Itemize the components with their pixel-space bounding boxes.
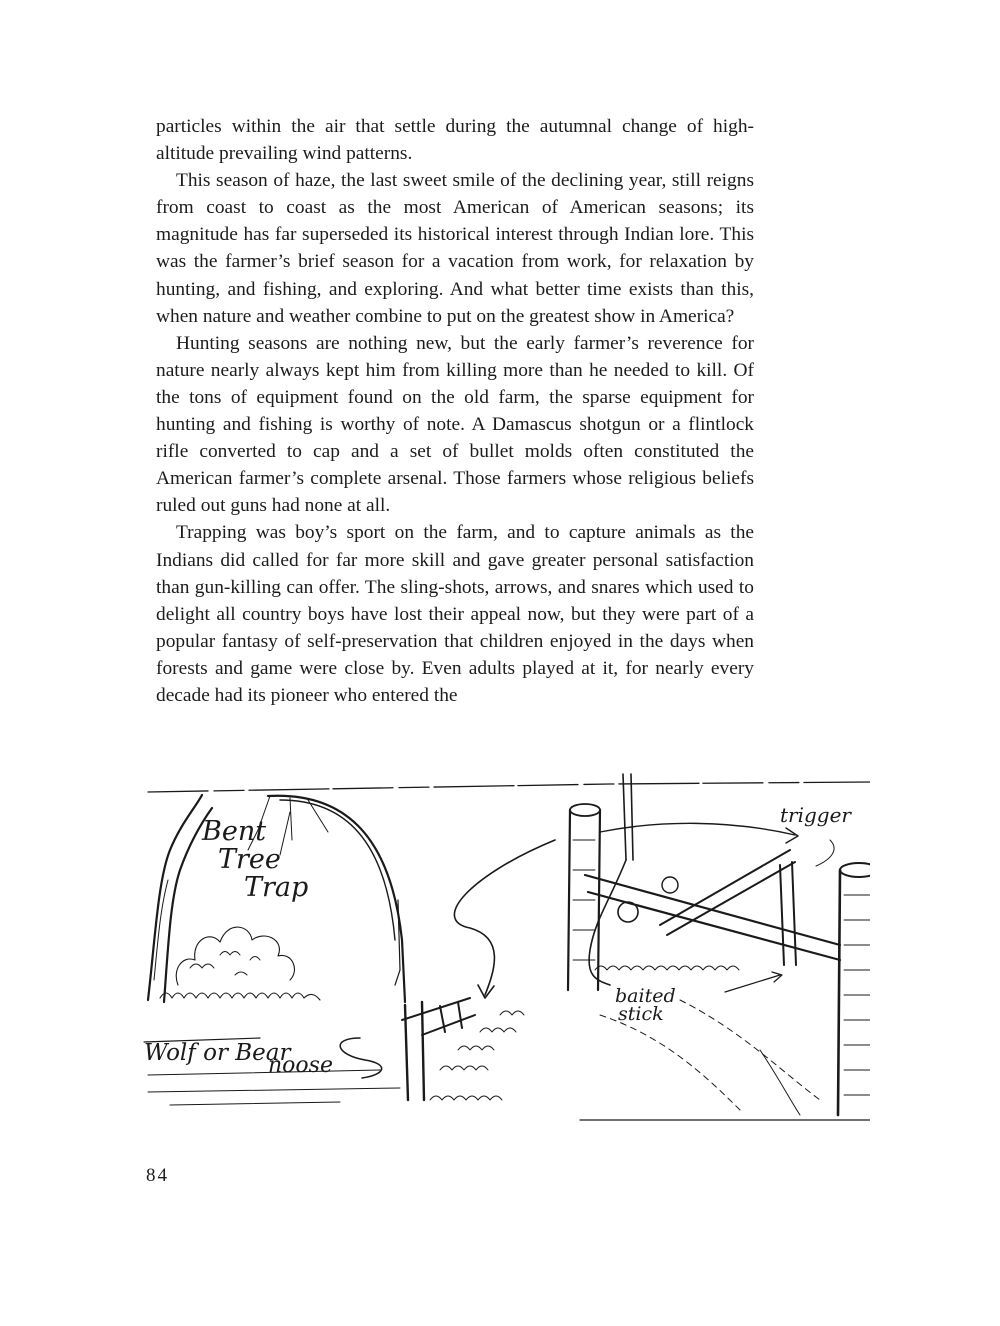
paragraph-4: Trapping was boy’s sport on the farm, and to capture animals as the Indians did called for far more skill and gave greater personal satisfaction than gun-killing can offer. The sling-shots, arrows, and snares which used to delight all country boys have lost their appeal now, but they were part of a popular fantasy of self-preservation that children enjoyed in the days when forests and game were close by. Even adults played at it, for nearly every decade had its pioneer who entered the <box>156 522 754 706</box>
bent-tree-trap-label-line-1: Bent <box>202 816 267 847</box>
wolf-or-bear-label: Wolf or Bear <box>144 1040 291 1066</box>
trigger-trap-scene <box>568 774 870 1120</box>
page-number: 84 <box>146 1165 169 1186</box>
noose-label: noose <box>268 1053 333 1078</box>
bent-tree-trap-label-line-3: Trap <box>244 872 309 903</box>
bent-tree-trap-scene <box>148 795 405 1002</box>
wolf-bear-noose-scene <box>144 840 555 1105</box>
body-text <box>156 113 754 709</box>
paragraph-1: particles within the air that settle during the autumnal change of high-altitude prevailing wind patterns. <box>156 116 754 165</box>
paragraph-3: Hunting seasons are nothing new, but the early farmer’s reverence for nature nearly always kept him from killing more than he needed to kill. Of the tons of equipment found on the old farm, the sparse equipment for hunting and fishing is worthy of note. A Damascus shotgun or a flintlock rifle converted to cap and a set of bullet molds often constituted the American farmer’s complete arsenal. Those farmers whose religious beliefs ruled out guns had none at all. <box>156 332 754 517</box>
trap-illustration <box>140 770 870 1140</box>
paragraph-2: This season of haze, the last sweet smile of the declining year, still reigns from coast to coast as the most American of American seasons; its magnitude has far superseded its historical interest through Indian lore. This was the farmer’s brief season for a vacation from work, for relaxation by hunting, and fishing, and exploring. And what better time exists than this, when nature and weather combine to put on the greatest show in America? <box>156 170 754 327</box>
bent-tree-trap-label-line-2: Tree <box>218 844 281 875</box>
horizon-line <box>148 782 870 792</box>
baited-stick-label-line-2: stick <box>618 1003 664 1025</box>
trigger-label: trigger <box>780 803 851 827</box>
baited-stick-label-line-1: baited <box>615 985 676 1007</box>
